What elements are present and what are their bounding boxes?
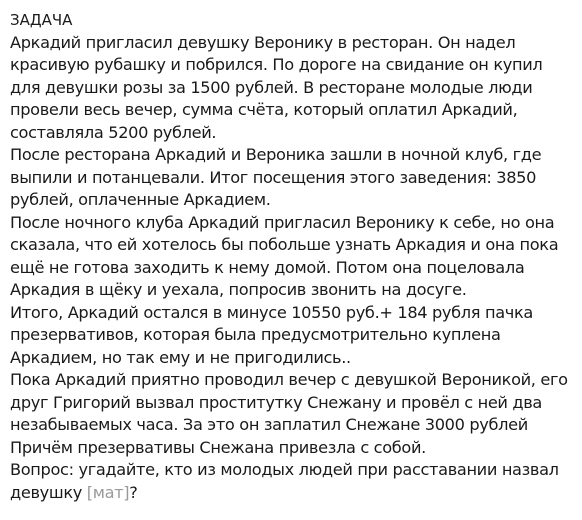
censored-word: [мат]	[86, 482, 130, 502]
post-body	[10, 9, 576, 504]
question-suffix: ?	[129, 482, 138, 502]
paragraph-night-club: После ресторана Аркадий и Вероника зашли в ночной клуб, где выпили и потанцевали. Итог посещения этого заведения: 3850 рублей, оплаченные Аркадием.	[10, 145, 542, 209]
post-heading: ЗАДАЧА	[10, 11, 73, 29]
paragraph-restaurant: Аркадий пригласил девушку Веронику в ресторан. Он надел красивую рубашку и побрился. По дороге на свидание он купил для девушки розы за 1500 рублей. В ресторане молодые люди провели весь вечер, сумма счёта, который оплатил Аркадий, составляла 5200 рублей.	[10, 32, 543, 142]
paragraph-grigoriy: Пока Аркадий приятно проводил вечер с девушкой Вероникой, его друг Григорий вызвал проститутку Снежану и провёл с ней два незабываемых часа. За это он заплатил Снежане 3000 рублей Причём презервативы Снежана привезла с собой.	[10, 370, 568, 457]
paragraph-question	[10, 459, 576, 504]
paragraph-after-club: После ночного клуба Аркадий пригласил Веронику к себе, но она сказала, что ей хотелось бы побольше узнать Аркадия и она пока ещё не готова заходить к нему домой. Потом она поцеловала Аркадия в щёку и уехала, попросив звонить на досуге.	[10, 212, 559, 299]
paragraph-total: Итого, Аркадий остался в минусе 10550 руб.+ 184 рубля пачка презервативов, которая была предусмотрительно куплена Аркадием, но так ему и не пригодились..	[10, 302, 533, 367]
question-prefix: Вопрос: угадайте, кто из молодых людей при расставании назвал девушку	[10, 460, 559, 502]
